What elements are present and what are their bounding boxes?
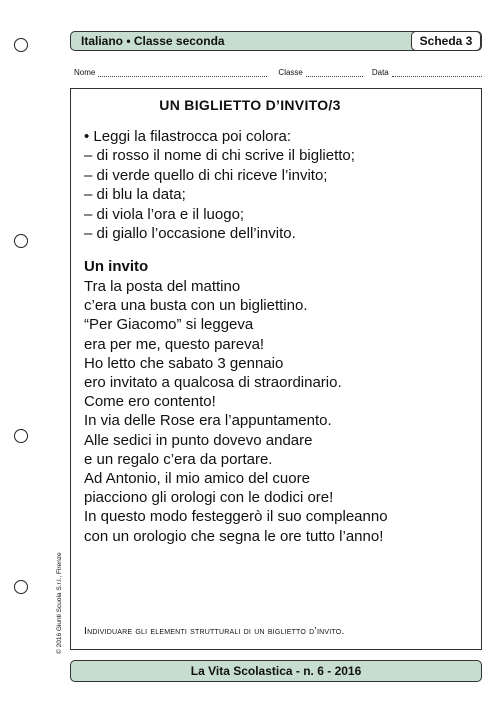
poem-line: ero invitato a qualcosa di straordinario. xyxy=(84,374,342,392)
poem-text xyxy=(84,277,388,546)
header-bar xyxy=(70,31,482,51)
poem-line: era per me, questo pareva! xyxy=(84,335,265,353)
copyright-notice: © 2016 Giunti Scuola S.r.l., Firenze xyxy=(56,552,63,654)
instruction-line: – di blu la data; xyxy=(84,186,186,204)
instruction-line: – di verde quello di chi riceve l’invito; xyxy=(84,166,328,184)
poem-line: “Per Giacomo” si leggeva xyxy=(84,316,254,334)
poem-line: Tra la posta del mattino xyxy=(84,278,241,295)
class-field[interactable] xyxy=(306,69,363,77)
poem-line: con un orologio che segna le ore tutto l’anno! xyxy=(84,527,384,545)
name-field[interactable] xyxy=(98,69,267,77)
poem-line: In via delle Rose era l’appuntamento. xyxy=(84,412,332,430)
poem-title: Un invito xyxy=(84,258,149,275)
instruction-line: – di rosso il nome di chi scrive il biglietto; xyxy=(84,147,355,165)
worksheet-title: UN BIGLIETTO D’INVITO/3 xyxy=(159,97,341,113)
instruction-line: • Leggi la filastrocca poi colora: xyxy=(84,128,292,145)
binder-hole xyxy=(14,580,28,594)
date-field[interactable] xyxy=(392,69,482,77)
poem-line: Ho letto che sabato 3 gennaio xyxy=(84,354,284,372)
task-objective xyxy=(84,625,344,637)
poem-line: Come ero contento! xyxy=(84,393,216,411)
sheet-number-badge: Scheda 3 xyxy=(411,31,481,51)
date-label: Data xyxy=(371,68,389,77)
poem-line: c’era una busta con un bigliettino. xyxy=(84,297,308,315)
poem-line: Alle sedici in punto dovevo andare xyxy=(84,431,313,449)
footer-bar: La Vita Scolastica - n. 6 - 2016 xyxy=(70,660,482,682)
binder-hole xyxy=(14,38,28,52)
task-text: Individuare gli elementi strutturali di un biglietto d’invito. xyxy=(84,625,345,637)
class-label: Classe xyxy=(278,68,303,77)
binder-hole xyxy=(14,234,28,248)
student-info-line xyxy=(74,68,482,77)
instructions-list xyxy=(84,127,355,243)
subject-class-label: Italiano • Classe seconda xyxy=(81,34,225,48)
poem-line: e un regalo c’era da portare. xyxy=(84,450,273,468)
instruction-line: – di giallo l’occasione dell’invito. xyxy=(84,225,296,243)
poem-line: Ad Antonio, il mio amico del cuore xyxy=(84,470,310,488)
binder-hole xyxy=(14,429,28,443)
instruction-line: – di viola l’ora e il luogo; xyxy=(84,205,245,223)
poem-line: piacciono gli orologi con le dodici ore! xyxy=(84,489,334,507)
name-label: Nome xyxy=(74,68,96,77)
poem-line: In questo modo festeggerò il suo compleanno xyxy=(84,508,388,526)
